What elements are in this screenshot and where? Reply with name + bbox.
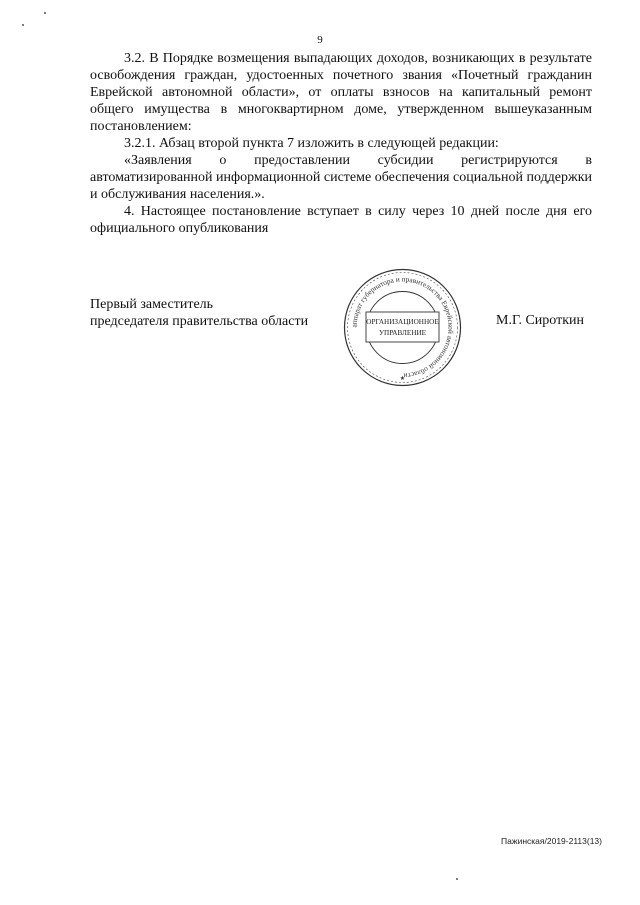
stamp-inner-line1: ОРГАНИЗАЦИОННОЕ xyxy=(366,318,439,326)
paragraph-3-2: 3.2. В Порядке возмещения выпадающих доходов, возникающих в результате освобождения граждан, удостоенных почетного звания «Почетный гражданин Еврейской автономной области», от оплаты взносов на капитальный ремонт общего имущества в многоквартирном доме, утвержденном вышеуказанным постановлением: xyxy=(90,51,592,134)
stamp-outer-text: аппарат губернатора и правительства Еврейской автономной области xyxy=(349,274,456,381)
scan-speck xyxy=(44,12,46,14)
signatory-position xyxy=(90,296,308,330)
paragraph-4: 4. Настоящее постановление вступает в силу через 10 дней после дня его официального опубликования xyxy=(90,204,592,236)
stamp-inner-line2: УПРАВЛЕНИЕ xyxy=(378,329,427,337)
document-body xyxy=(90,50,592,237)
official-stamp xyxy=(340,265,465,390)
paragraph-quote: «Заявления о предоставлении субсидии регистрируются в автоматизированной информационной системе обеспечения социальной поддержки и обслуживания населения.». xyxy=(90,153,592,202)
signatory-position-line1: Первый заместитель xyxy=(90,297,214,312)
signatory-position-line2: председателя правительства области xyxy=(90,314,309,329)
signatory-name: М.Г. Сироткин xyxy=(496,313,585,328)
scan-speck xyxy=(22,24,24,26)
document-code: Пажинская/2019-2113(13) xyxy=(501,836,602,846)
page-number: 9 xyxy=(317,34,323,46)
scan-speck xyxy=(456,878,458,880)
stamp-star-icon: ★ xyxy=(399,376,406,382)
paragraph-3-2-1: 3.2.1. Абзац второй пункта 7 изложить в следующей редакции: xyxy=(124,136,499,151)
